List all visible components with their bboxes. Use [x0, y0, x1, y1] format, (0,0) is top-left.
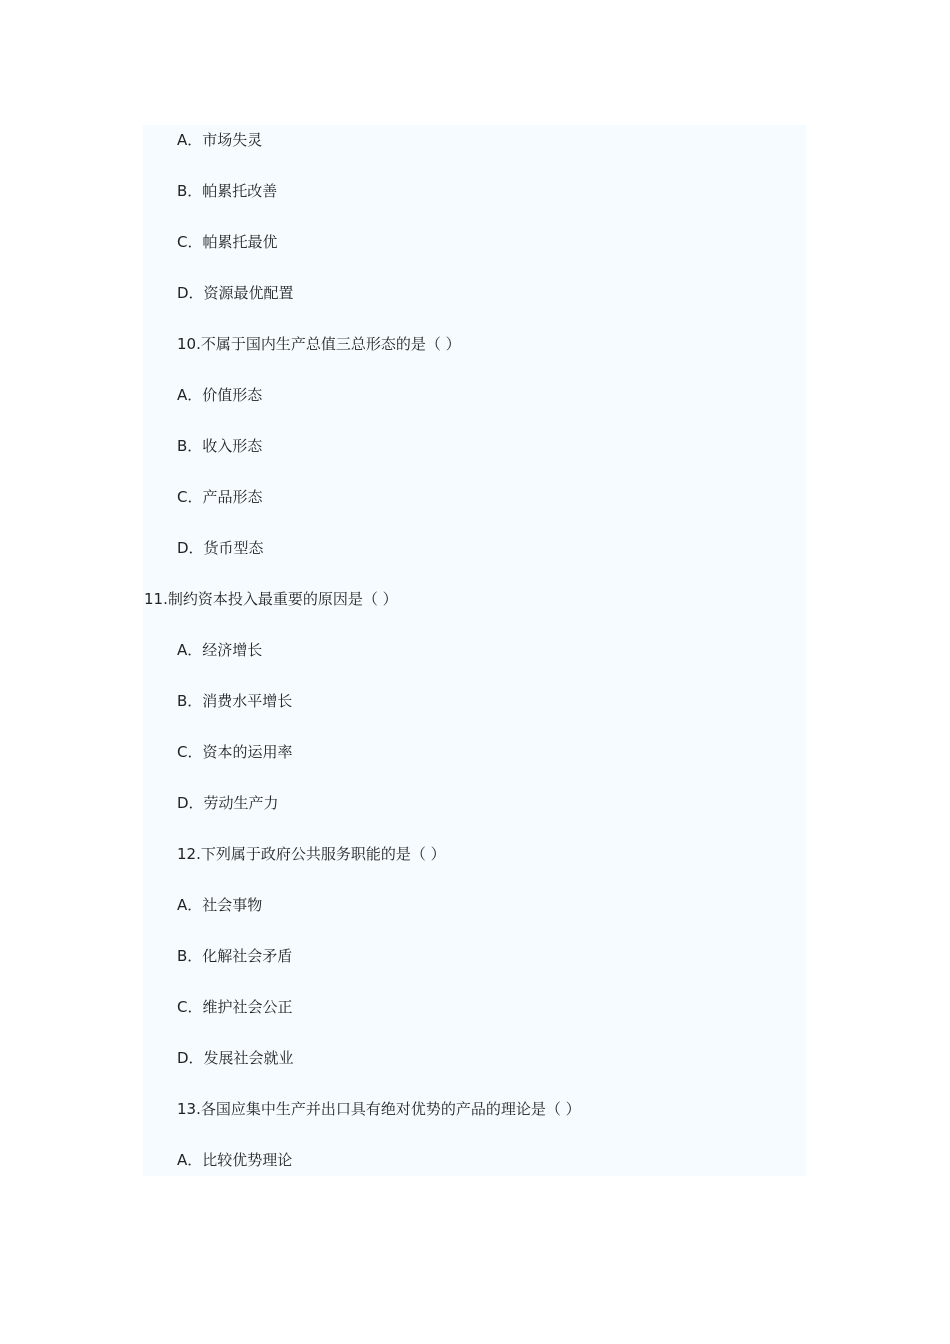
question-11: 11.制约资本投入最重要的原因是（ ） [144, 590, 398, 608]
option-13a: A．比较优势理论 [177, 1151, 293, 1169]
option-11b: B．消费水平增长 [177, 692, 293, 710]
option-11a: A．经济增长 [177, 641, 263, 659]
option-9b: B．帕累托改善 [177, 182, 278, 200]
option-9c: C．帕累托最优 [177, 233, 278, 251]
option-10c: C．产品形态 [177, 488, 263, 506]
option-11d: D．劳动生产力 [177, 794, 279, 812]
option-9a: A．市场失灵 [177, 131, 263, 149]
option-11c: C．资本的运用率 [177, 743, 293, 761]
option-12a: A．社会事物 [177, 896, 263, 914]
question-12: 12.下列属于政府公共服务职能的是（ ） [177, 845, 446, 863]
option-12d: D．发展社会就业 [177, 1049, 294, 1067]
option-9d: D．资源最优配置 [177, 284, 294, 302]
option-10b: B．收入形态 [177, 437, 263, 455]
option-10d: D．货币型态 [177, 539, 264, 557]
question-10: 10.不属于国内生产总值三总形态的是（ ） [177, 335, 461, 353]
option-12b: B．化解社会矛盾 [177, 947, 293, 965]
option-12c: C．维护社会公正 [177, 998, 293, 1016]
option-10a: A．价值形态 [177, 386, 263, 404]
question-13: 13.各国应集中生产并出口具有绝对优势的产品的理论是（ ） [177, 1100, 581, 1118]
